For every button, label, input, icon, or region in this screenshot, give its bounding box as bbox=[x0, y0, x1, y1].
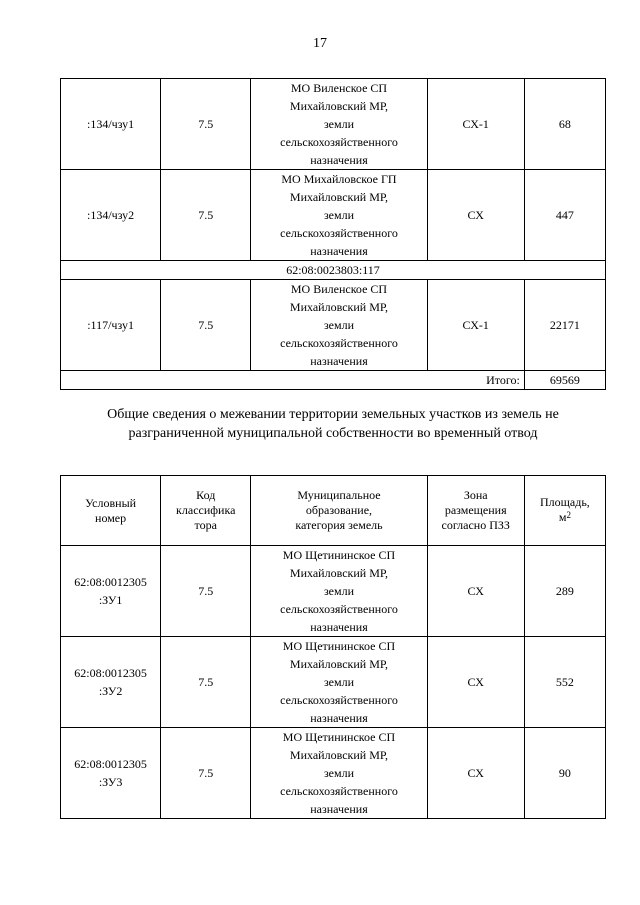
header-text: категория земель bbox=[295, 518, 383, 532]
section-heading bbox=[60, 405, 606, 443]
cell-municipality-line: сельскохозяйственного bbox=[280, 784, 398, 798]
section-heading-line: Общие сведения о межевании территории земельных участков из земель не bbox=[107, 407, 559, 422]
cell-municipality-line: земли bbox=[323, 675, 355, 689]
cell-number: :117/чзу1 bbox=[61, 280, 161, 371]
table-row bbox=[61, 637, 606, 728]
header-text: классифика bbox=[176, 503, 236, 517]
header-text: Условный bbox=[85, 495, 137, 510]
cell-number-line: :ЗУ1 bbox=[98, 593, 123, 607]
header-text: номер bbox=[95, 510, 127, 525]
header-text: Муниципальное bbox=[297, 488, 381, 502]
cell-number-line: 62:08:0012305 bbox=[74, 666, 147, 680]
table-row bbox=[61, 79, 606, 170]
cell-code: 7.5 bbox=[161, 546, 251, 637]
cell-code: 7.5 bbox=[161, 637, 251, 728]
header-text: размещения bbox=[444, 503, 507, 517]
cell-number bbox=[61, 637, 161, 728]
cell-municipality-line: земли bbox=[323, 318, 355, 332]
cell-area: 90 bbox=[524, 728, 605, 819]
header-number bbox=[61, 476, 161, 546]
cell-municipality-line: Михайловский МР, bbox=[289, 190, 389, 204]
cell-municipality bbox=[251, 637, 427, 728]
cell-code: 7.5 bbox=[161, 170, 251, 261]
cell-municipality-line: МО Щетининское СП bbox=[282, 730, 396, 744]
total-row bbox=[61, 371, 606, 390]
header-text: согласно ПЗЗ bbox=[441, 518, 510, 532]
cell-municipality-line: Михайловский МР, bbox=[289, 748, 389, 762]
cell-number-line: 62:08:0012305 bbox=[74, 757, 147, 771]
cell-municipality-line: Михайловский МР, bbox=[289, 566, 389, 580]
cell-municipality-line: Михайловский МР, bbox=[289, 657, 389, 671]
header-text: образование, bbox=[305, 503, 373, 517]
cell-code: 7.5 bbox=[161, 79, 251, 170]
cell-municipality-line: Михайловский МР, bbox=[289, 99, 389, 113]
cell-area: 552 bbox=[524, 637, 605, 728]
cell-zone: СХ bbox=[427, 170, 524, 261]
cell-number bbox=[61, 728, 161, 819]
cell-municipality-line: назначения bbox=[310, 354, 368, 368]
cell-area: 22171 bbox=[524, 280, 605, 371]
section-heading-line: разграниченной муниципальной собственности во временный отвод bbox=[128, 426, 538, 441]
area-unit: м bbox=[558, 510, 567, 524]
header-text: тора bbox=[194, 518, 217, 532]
cell-number-line: 62:08:0012305 bbox=[74, 575, 147, 589]
cell-municipality-line: назначения bbox=[310, 711, 368, 725]
cell-number-line: :ЗУ3 bbox=[98, 775, 123, 789]
cell-zone: СХ-1 bbox=[427, 79, 524, 170]
table-header-row bbox=[61, 476, 606, 546]
header-code bbox=[161, 476, 251, 546]
cell-municipality-line: МО Щетининское СП bbox=[282, 548, 396, 562]
header-area bbox=[524, 476, 605, 546]
cell-municipality-line: сельскохозяйственного bbox=[280, 602, 398, 616]
cell-zone: СХ bbox=[427, 546, 524, 637]
cell-zone: СХ-1 bbox=[427, 280, 524, 371]
cadastral-number: 62:08:0023803:117 bbox=[61, 261, 606, 280]
cell-municipality-line: земли bbox=[323, 117, 355, 131]
cell-municipality bbox=[251, 79, 427, 170]
cell-municipality-line: МО Михайловское ГП bbox=[281, 172, 397, 186]
header-zone bbox=[427, 476, 524, 546]
cell-area: 68 bbox=[524, 79, 605, 170]
cell-municipality-line: назначения bbox=[310, 153, 368, 167]
page-number: 17 bbox=[313, 36, 327, 51]
cell-municipality-line: сельскохозяйственного bbox=[280, 693, 398, 707]
cell-municipality bbox=[251, 170, 427, 261]
cell-municipality-line: МО Виленское СП bbox=[290, 81, 388, 95]
cell-code: 7.5 bbox=[161, 280, 251, 371]
cell-municipality-line: сельскохозяйственного bbox=[280, 135, 398, 149]
cell-number: :134/чзу2 bbox=[61, 170, 161, 261]
header-text: Код bbox=[196, 488, 216, 502]
cell-zone: СХ bbox=[427, 728, 524, 819]
table-row bbox=[61, 280, 606, 371]
cell-code: 7.5 bbox=[161, 728, 251, 819]
land-plots-table-continued bbox=[60, 78, 606, 390]
header-text: Площадь, bbox=[540, 495, 590, 509]
cell-municipality-line: МО Виленское СП bbox=[290, 282, 388, 296]
cell-municipality-line: земли bbox=[323, 208, 355, 222]
header-municipality bbox=[251, 476, 427, 546]
area-unit-superscript: 2 bbox=[566, 510, 571, 520]
cadastral-row bbox=[61, 261, 606, 280]
cell-area: 447 bbox=[524, 170, 605, 261]
cell-municipality-line: сельскохозяйственного bbox=[280, 226, 398, 240]
cell-municipality-line: МО Щетининское СП bbox=[282, 639, 396, 653]
cell-municipality-line: Михайловский МР, bbox=[289, 300, 389, 314]
cell-area: 289 bbox=[524, 546, 605, 637]
cell-municipality-line: сельскохозяйственного bbox=[280, 336, 398, 350]
cell-municipality-line: земли bbox=[323, 584, 355, 598]
cell-municipality-line: назначения bbox=[310, 802, 368, 816]
cell-municipality-line: земли bbox=[323, 766, 355, 780]
cell-number bbox=[61, 546, 161, 637]
total-label: Итого: bbox=[61, 371, 525, 390]
cell-municipality-line: назначения bbox=[310, 244, 368, 258]
cell-municipality-line: назначения bbox=[310, 620, 368, 634]
cell-number: :134/чзу1 bbox=[61, 79, 161, 170]
cell-number-line: :ЗУ2 bbox=[98, 684, 123, 698]
table-row bbox=[61, 170, 606, 261]
cell-zone: СХ bbox=[427, 637, 524, 728]
cell-municipality bbox=[251, 546, 427, 637]
cell-municipality bbox=[251, 728, 427, 819]
table-row bbox=[61, 728, 606, 819]
table-row bbox=[61, 546, 606, 637]
header-area-unit bbox=[525, 510, 605, 526]
temporary-allotment-table bbox=[60, 475, 606, 819]
cell-municipality bbox=[251, 280, 427, 371]
header-text: Зона bbox=[463, 488, 488, 502]
total-value: 69569 bbox=[524, 371, 605, 390]
